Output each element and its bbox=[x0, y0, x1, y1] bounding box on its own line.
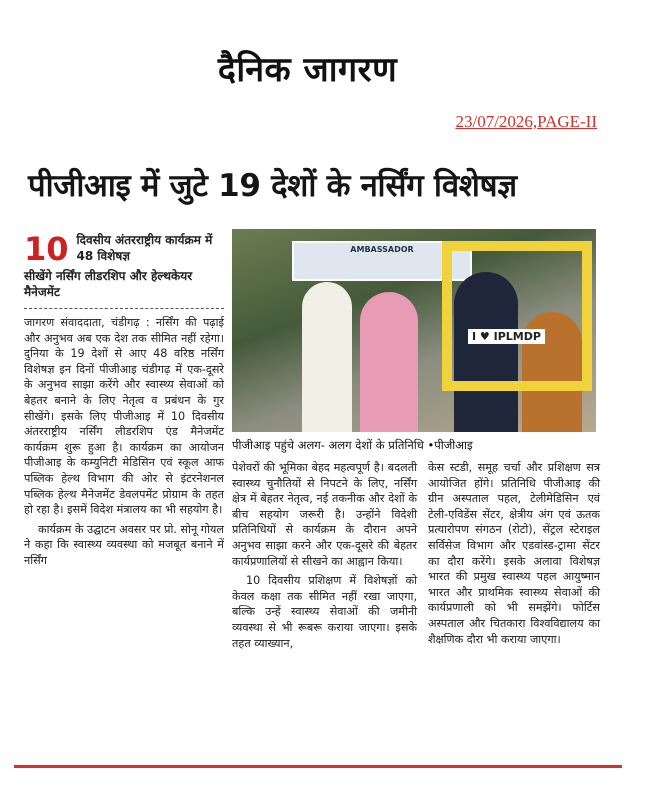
person-1 bbox=[302, 282, 352, 432]
paragraph: कार्यक्रम के उद्घाटन अवसर पर प्रो. सोनू गोयल ने कहा कि स्वास्थ्य व्यवस्था को मजबूत बनाने में नर्सिंग bbox=[24, 522, 224, 567]
news-photo bbox=[232, 229, 596, 432]
kicker-number: 10 bbox=[24, 230, 69, 268]
banner-text: AMBASSADOR bbox=[350, 245, 414, 254]
paragraph: जागरण संवाददाता, चंडीगढ़ : नर्सिंग की पढ़ाई और अनुभव अब एक देश तक सीमित नहीं रहेगा। दुनिया के 19 देशों से आए 48 वरिष्ठ नर्सिंग विशेषज्ञ इन दिनों पीजीआइ चंडीगढ़ में एक-दूसरे के अनुभव साझा करेंगे और स्वास्थ्य सेवाओं को बेहतर बनाने के लिए नेतृत्व व प्रबंधन के गुर सीखेंगे। इसके लिए पीजीआइ में 10 दिवसीय अंतरराष्ट्रीय नर्सिंग लीडरशिप एंड मैनेजमेंट कार्यक्रम शुरू हुआ है। कार्यक्रम का आयोजन पीजीआइ के कम्युनिटी मेडिसिन एवं स्कूल आफ पब्लिक हेल्थ विभाग की ओर से इंटरनेशनल पब्लिक हेल्थ मैनेजमेंट डेवलपमेंट प्रोग्राम के तहत हो रहा है। इसमें विदेश मंत्रालय का भी सहयोग है। bbox=[24, 316, 224, 517]
kicker-line-b: सीखेंगे नर्सिंग लीडरशिप और हेल्थकेयर मैनेजमेंट bbox=[24, 269, 193, 299]
article-column-3 bbox=[428, 460, 600, 651]
paragraph: पेशेवरों की भूमिका बेहद महत्वपूर्ण है। बदलती स्वास्थ्य चुनौतियों से निपटने के लिए, नर्सिंग क्षेत्र में बेहतर नेतृत्व, नई तकनीक और देशों के बीच सहयोग जरूरी है। उन्होंने विदेशी प्रतिनिधियों से कार्यक्रम के दौरान अपने अनुभव साझा करने और एक-दूसरे की बेहतर कार्यप्रणालियों से सीखने का आह्वान किया। bbox=[232, 461, 417, 568]
bottom-rule bbox=[14, 765, 622, 768]
article-column-1 bbox=[24, 232, 224, 573]
kicker bbox=[24, 232, 224, 266]
paragraph: केस स्टडी, समूह चर्चा और प्रशिक्षण सत्र आयोजित होंगे। प्रतिनिधि पीजीआइ की ग्रीन अस्पताल पहल, टेलीमेडिसिन एवं टेली-एविडेंस सेंटर, क्षेत्रीय अंग एवं ऊतक प्रत्यारोपण संगठन (रोटो), सेंट्रल स्टेराइल सर्विसेज विभाग और एडवांस्ड-ट्रामा सेंटर का दौरा करेंगे। इसके अलावा विशेषज्ञ भारत की प्रमुख स्वास्थ्य पहल आयुष्मान भारत और प्राथमिक स्वास्थ्य सेवाओं की कार्यप्रणाली को भी समझेंगे। फोर्टिस अस्पताल और चितकारा विश्वविद्यालय का शैक्षणिक दौरा भी कराया जाएगा। bbox=[428, 461, 600, 646]
headline: पीजीआइ में जुटे 19 देशों के नर्सिंग विशेषज्ञ bbox=[28, 168, 517, 204]
kicker-text bbox=[77, 232, 224, 264]
kicker-line-a: दिवसीय अंतरराष्ट्रीय कार्यक्रम में 48 विशेषज्ञ bbox=[76, 233, 213, 263]
column-1-body bbox=[24, 315, 224, 569]
newspaper-masthead: दैनिक जागरण bbox=[217, 50, 398, 90]
frame-text: I ♥ IPLMDP bbox=[468, 329, 545, 344]
article-column-2 bbox=[232, 460, 417, 655]
photo-frame-prop bbox=[442, 241, 592, 391]
divider bbox=[24, 308, 224, 309]
photo-caption: पीजीआइ पहुंचे अलग- अलग देशों के प्रतिनिधि •पीजीआइ bbox=[232, 438, 473, 452]
dateline: 23/07/2026,PAGE-II bbox=[455, 112, 597, 131]
person-2 bbox=[360, 292, 418, 432]
paragraph: 10 दिवसीय प्रशिक्षण में विशेषज्ञों को केवल कक्षा तक सीमित नहीं रखा जाएगा, बल्कि उन्हें स्वास्थ्य सेवाओं की जमीनी व्यवस्था से भी रूबरू कराया जाएगा। इसके तहत व्याख्यान, bbox=[232, 574, 417, 650]
